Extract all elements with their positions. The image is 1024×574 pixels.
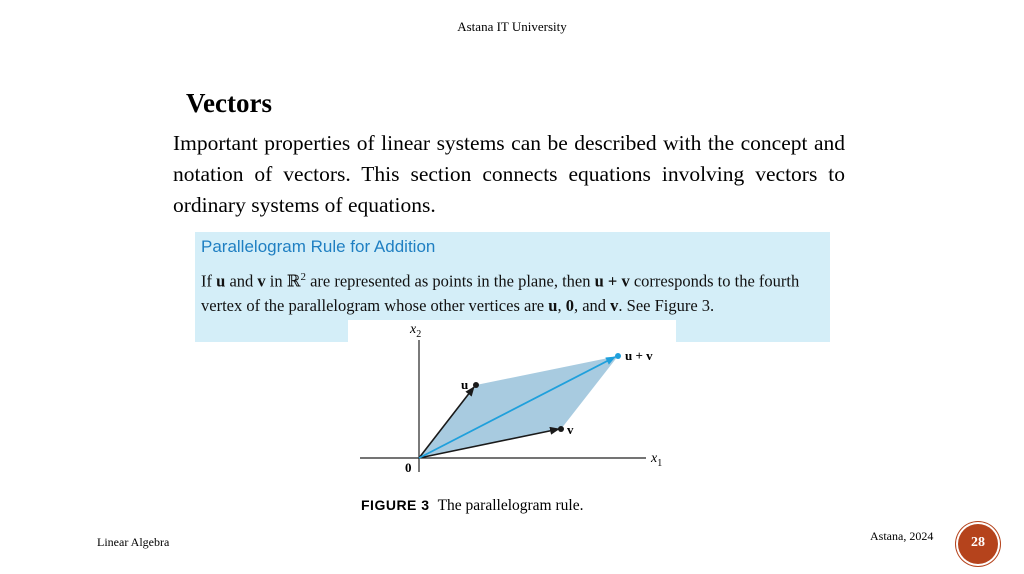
- u-label: u: [461, 377, 469, 392]
- slide-title: Vectors: [186, 88, 272, 118]
- page-number-badge: [958, 524, 998, 564]
- slide-paragraph: Important properties of linear systems can be described with the concept and notation of vectors. This section connects equations involving vectors to ordinary systems of equations.: [173, 131, 845, 217]
- point-u-plus-v: [615, 353, 621, 359]
- v-label: v: [567, 422, 574, 437]
- point-u: [473, 382, 479, 388]
- origin-label: 0: [405, 460, 412, 475]
- page-number: 28: [971, 535, 985, 550]
- vector-u-plus-v: [419, 357, 615, 458]
- figure-caption: [361, 497, 583, 515]
- header-institution: Astana IT University: [457, 19, 567, 34]
- point-v: [558, 426, 564, 432]
- rule-box-title: Parallelogram Rule for Addition: [201, 237, 436, 256]
- figure-caption-text: The parallelogram rule.: [437, 497, 584, 514]
- rule-box-text: If u and v in ℝ$^2$ are represented as points in the plane, then u + v corresponds to the fourth vertex of the parallelogram whose other vertices are u, 0, and v. See Figure 3.: [201, 271, 800, 315]
- footer-course: Linear Algebra: [97, 535, 170, 549]
- x2-axis-label: $x_2$: [410, 322, 422, 340]
- u-plus-v-label: u + v: [625, 348, 653, 363]
- figure-caption-label: FIGURE 3: [361, 497, 430, 513]
- footer-place-date: Astana, 2024: [870, 529, 934, 543]
- x1-axis-label: $x_1$: [651, 451, 663, 469]
- real-space-symbol: ℝ: [286, 271, 301, 291]
